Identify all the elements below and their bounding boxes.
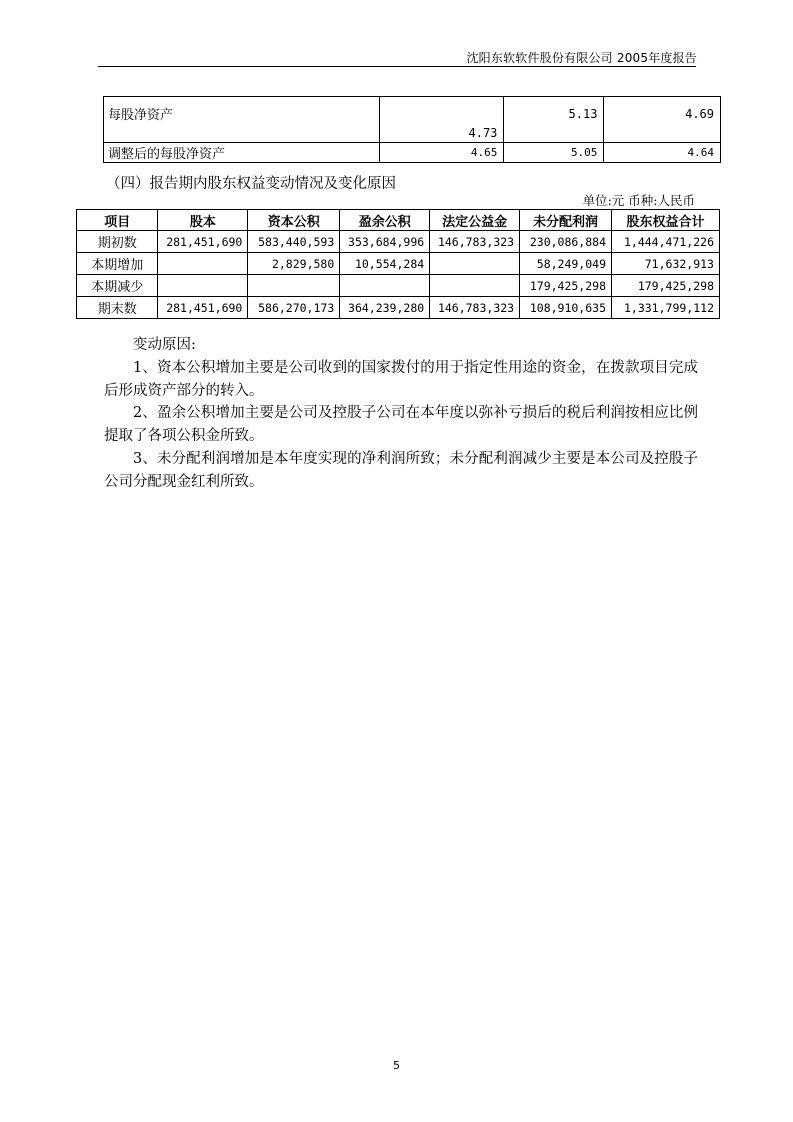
page-header-title: 沈阳东软软件股份有限公司 2005年度报告 <box>466 51 697 65</box>
cell: 179,425,298 <box>520 275 612 297</box>
cell: 586,270,173 <box>248 297 340 319</box>
cell: 230,086,884 <box>520 231 612 253</box>
cell: 10,554,284 <box>340 253 430 275</box>
reason-item: 1、资本公积增加主要是公司收到的国家拨付的用于指定性用途的资金，在拨款项目完成后形成资产部分的转入。 <box>104 359 698 399</box>
cell: 281,451,690 <box>158 297 248 319</box>
per-share-label: 调整后的每股净资产 <box>104 143 380 163</box>
table-row <box>77 231 720 253</box>
page-number: 5 <box>393 1059 400 1072</box>
column-header: 股东权益合计 <box>612 210 720 231</box>
per-share-value: 4.64 <box>604 143 721 163</box>
row-label: 期初数 <box>77 231 158 253</box>
reason-item: 3、未分配利润增加是本年度实现的净利润所致；未分配利润减少主要是本公司及控股子公司分配现金红利所致。 <box>104 450 698 490</box>
cell: 2,829,580 <box>248 253 340 275</box>
cell: 1,444,471,226 <box>612 231 720 253</box>
column-header: 未分配利润 <box>520 210 612 231</box>
cell: 1,331,799,112 <box>612 297 720 319</box>
column-header: 盈余公积 <box>340 210 430 231</box>
cell <box>430 253 520 275</box>
table-row <box>77 297 720 319</box>
reasons-title: 变动原因: <box>133 337 196 353</box>
column-header: 项目 <box>77 210 158 231</box>
cell: 179,425,298 <box>612 275 720 297</box>
cell <box>158 253 248 275</box>
row-label: 本期减少 <box>77 275 158 297</box>
header-divider <box>98 66 696 67</box>
change-reasons <box>104 334 698 494</box>
table-row <box>77 253 720 275</box>
cell: 353,684,996 <box>340 231 430 253</box>
per-share-value: 5.13 <box>504 97 604 143</box>
per-share-value: 4.69 <box>604 97 721 143</box>
cell: 108,910,635 <box>520 297 612 319</box>
cell: 146,783,323 <box>430 297 520 319</box>
cell <box>340 275 430 297</box>
cell: 281,451,690 <box>158 231 248 253</box>
column-header: 资本公积 <box>248 210 340 231</box>
equity-changes-table <box>76 209 720 319</box>
column-header: 股本 <box>158 210 248 231</box>
per-share-value: 4.73 <box>380 97 504 143</box>
cell: 146,783,323 <box>430 231 520 253</box>
cell: 583,440,593 <box>248 231 340 253</box>
column-header: 法定公益金 <box>430 210 520 231</box>
reason-item: 2、盈余公积增加主要是公司及控股子公司在本年度以弥补亏损后的税后利润按相应比例提取了各项公积金所致。 <box>104 405 698 445</box>
cell: 58,249,049 <box>520 253 612 275</box>
table-header-row <box>77 210 720 231</box>
table-row <box>104 143 721 163</box>
unit-note: 单位:元 币种:人民币 <box>582 193 695 208</box>
per-share-table <box>103 96 721 163</box>
cell <box>158 275 248 297</box>
table-row <box>104 97 721 143</box>
cell <box>430 275 520 297</box>
per-share-label: 每股净资产 <box>104 97 380 143</box>
table-row <box>77 275 720 297</box>
per-share-value: 4.65 <box>380 143 504 163</box>
per-share-value: 5.05 <box>504 143 604 163</box>
cell: 364,239,280 <box>340 297 430 319</box>
cell: 71,632,913 <box>612 253 720 275</box>
row-label: 本期增加 <box>77 253 158 275</box>
cell <box>248 275 340 297</box>
row-label: 期末数 <box>77 297 158 319</box>
section-heading: （四）报告期内股东权益变动情况及变化原因 <box>106 176 396 192</box>
